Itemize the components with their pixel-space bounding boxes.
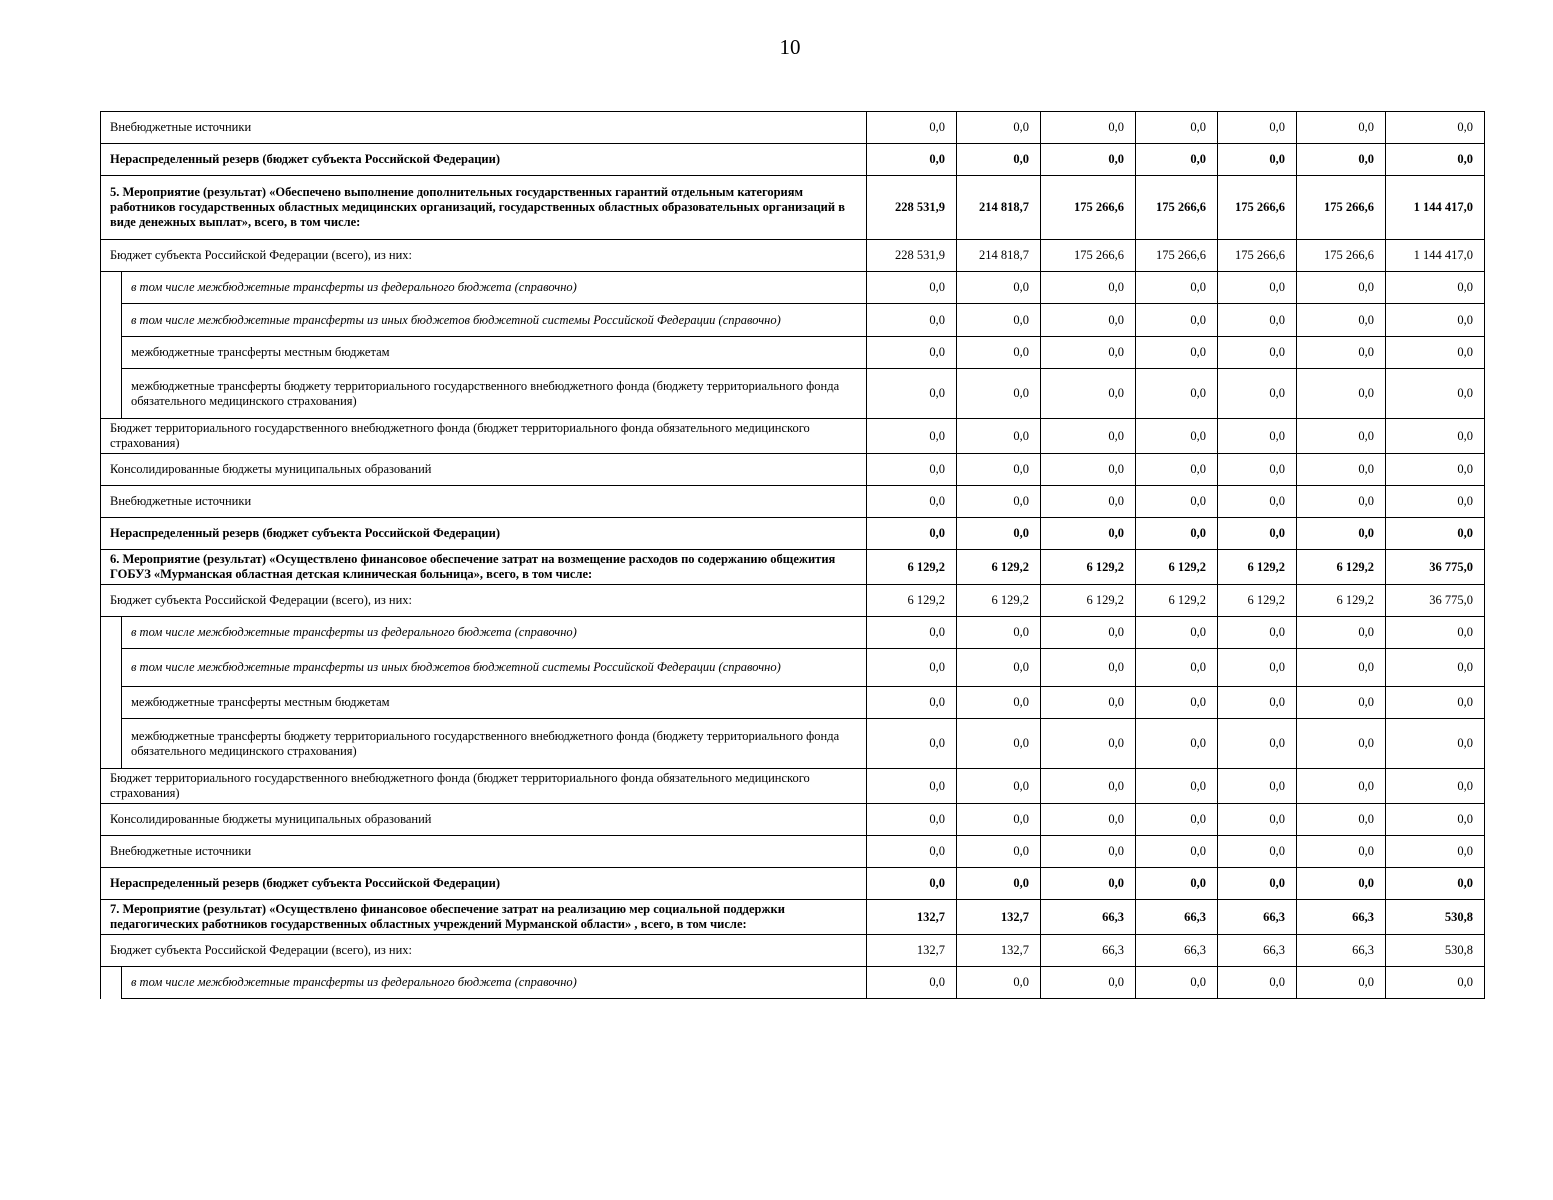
- row-label: Нераспределенный резерв (бюджет субъекта Российской Федерации): [101, 868, 867, 900]
- value-cell: 0,0: [867, 836, 957, 868]
- value-cell: 0,0: [1386, 617, 1485, 649]
- value-cell: 0,0: [867, 369, 957, 419]
- table-row: [101, 176, 1485, 240]
- value-cell: 0,0: [1218, 419, 1297, 454]
- page-number: 10: [779, 35, 801, 59]
- table-row: [101, 687, 1485, 719]
- value-cell: 0,0: [957, 144, 1041, 176]
- value-cell: 1 144 417,0: [1386, 176, 1485, 240]
- table-row: [101, 585, 1485, 617]
- table-row: [101, 337, 1485, 369]
- value-cell: 0,0: [1386, 769, 1485, 804]
- value-cell: 0,0: [1386, 967, 1485, 999]
- value-cell: 0,0: [957, 804, 1041, 836]
- value-cell: 228 531,9: [867, 176, 957, 240]
- value-cell: 36 775,0: [1386, 550, 1485, 585]
- budget-table: [100, 111, 1485, 999]
- table-row: [101, 272, 1485, 304]
- value-cell: 0,0: [1041, 836, 1136, 868]
- value-cell: 66,3: [1297, 935, 1386, 967]
- value-cell: 175 266,6: [1136, 176, 1218, 240]
- value-cell: 0,0: [1041, 144, 1136, 176]
- value-cell: 530,8: [1386, 900, 1485, 935]
- value-cell: 0,0: [1386, 486, 1485, 518]
- value-cell: 0,0: [1218, 719, 1297, 769]
- value-cell: 0,0: [957, 967, 1041, 999]
- value-cell: 0,0: [957, 649, 1041, 687]
- value-cell: 0,0: [867, 144, 957, 176]
- value-cell: 214 818,7: [957, 176, 1041, 240]
- value-cell: 0,0: [867, 687, 957, 719]
- value-cell: 0,0: [1041, 454, 1136, 486]
- value-cell: 0,0: [1297, 112, 1386, 144]
- row-label: в том числе межбюджетные трансферты из федерального бюджета (справочно): [122, 967, 867, 999]
- value-cell: 0,0: [1297, 272, 1386, 304]
- value-cell: 530,8: [1386, 935, 1485, 967]
- value-cell: 175 266,6: [1136, 240, 1218, 272]
- value-cell: 0,0: [1041, 419, 1136, 454]
- value-cell: 0,0: [867, 719, 957, 769]
- value-cell: 0,0: [1386, 369, 1485, 419]
- value-cell: 175 266,6: [1297, 176, 1386, 240]
- value-cell: 0,0: [1136, 144, 1218, 176]
- value-cell: 0,0: [1386, 649, 1485, 687]
- table-row: [101, 935, 1485, 967]
- value-cell: 214 818,7: [957, 240, 1041, 272]
- row-label: Бюджет территориального государственного внебюджетного фонда (бюджет территориального фонда обязательного медицинского страхования): [101, 419, 867, 454]
- value-cell: 175 266,6: [1297, 240, 1386, 272]
- table-row: [101, 769, 1485, 804]
- value-cell: 0,0: [1041, 518, 1136, 550]
- value-cell: 228 531,9: [867, 240, 957, 272]
- value-cell: 0,0: [1386, 144, 1485, 176]
- value-cell: 132,7: [867, 935, 957, 967]
- value-cell: 0,0: [1386, 112, 1485, 144]
- value-cell: 0,0: [1136, 272, 1218, 304]
- value-cell: 0,0: [1386, 454, 1485, 486]
- value-cell: 175 266,6: [1041, 176, 1136, 240]
- table-row: [101, 900, 1485, 935]
- value-cell: 0,0: [867, 769, 957, 804]
- row-label: Нераспределенный резерв (бюджет субъекта Российской Федерации): [101, 518, 867, 550]
- value-cell: 0,0: [957, 518, 1041, 550]
- table-row: [101, 550, 1485, 585]
- value-cell: 0,0: [1297, 836, 1386, 868]
- value-cell: 0,0: [1136, 868, 1218, 900]
- value-cell: 6 129,2: [1297, 550, 1386, 585]
- value-cell: 6 129,2: [1297, 585, 1386, 617]
- value-cell: 0,0: [1041, 769, 1136, 804]
- value-cell: 0,0: [1218, 804, 1297, 836]
- value-cell: 0,0: [1041, 868, 1136, 900]
- value-cell: 0,0: [1297, 967, 1386, 999]
- value-cell: 0,0: [1297, 144, 1386, 176]
- value-cell: 0,0: [1041, 967, 1136, 999]
- value-cell: 6 129,2: [1041, 585, 1136, 617]
- value-cell: 0,0: [1041, 272, 1136, 304]
- value-cell: 66,3: [1041, 900, 1136, 935]
- value-cell: 0,0: [1136, 687, 1218, 719]
- value-cell: 0,0: [957, 617, 1041, 649]
- value-cell: 0,0: [1136, 518, 1218, 550]
- value-cell: 6 129,2: [1041, 550, 1136, 585]
- value-cell: 36 775,0: [1386, 585, 1485, 617]
- value-cell: 0,0: [1218, 769, 1297, 804]
- value-cell: 0,0: [867, 112, 957, 144]
- indent-cell: [101, 617, 122, 769]
- value-cell: 66,3: [1136, 935, 1218, 967]
- value-cell: 0,0: [1041, 112, 1136, 144]
- table-row: [101, 304, 1485, 337]
- value-cell: 0,0: [1297, 687, 1386, 719]
- value-cell: 0,0: [1136, 369, 1218, 419]
- value-cell: 0,0: [1218, 454, 1297, 486]
- value-cell: 0,0: [1297, 454, 1386, 486]
- value-cell: 0,0: [1297, 337, 1386, 369]
- value-cell: 6 129,2: [1136, 550, 1218, 585]
- value-cell: 6 129,2: [1218, 585, 1297, 617]
- value-cell: 0,0: [867, 617, 957, 649]
- row-label: Бюджет субъекта Российской Федерации (всего), из них:: [101, 585, 867, 617]
- value-cell: 6 129,2: [957, 550, 1041, 585]
- value-cell: 0,0: [1041, 337, 1136, 369]
- value-cell: 0,0: [867, 486, 957, 518]
- table-row: [101, 868, 1485, 900]
- row-label: Бюджет субъекта Российской Федерации (всего), из них:: [101, 935, 867, 967]
- value-cell: 0,0: [957, 337, 1041, 369]
- value-cell: 0,0: [1218, 518, 1297, 550]
- row-label: 7. Мероприятие (результат) «Осуществлено финансовое обеспечение затрат на реализацию мер социальной поддержки педагогических работников государственных областных учреждений Мурманской области» , всего, в том числе:: [101, 900, 867, 935]
- value-cell: 0,0: [1386, 337, 1485, 369]
- value-cell: 0,0: [1386, 304, 1485, 337]
- value-cell: 0,0: [1297, 868, 1386, 900]
- value-cell: 0,0: [1136, 719, 1218, 769]
- table-row: [101, 144, 1485, 176]
- indent-cell: [101, 967, 122, 999]
- value-cell: 0,0: [1218, 687, 1297, 719]
- value-cell: 0,0: [867, 804, 957, 836]
- indent-cell: [101, 272, 122, 419]
- value-cell: 0,0: [957, 112, 1041, 144]
- value-cell: 0,0: [957, 868, 1041, 900]
- value-cell: 0,0: [1041, 719, 1136, 769]
- value-cell: 6 129,2: [1136, 585, 1218, 617]
- value-cell: 0,0: [1136, 112, 1218, 144]
- value-cell: 66,3: [1297, 900, 1386, 935]
- value-cell: 66,3: [1136, 900, 1218, 935]
- value-cell: 0,0: [867, 868, 957, 900]
- value-cell: 0,0: [957, 454, 1041, 486]
- value-cell: 0,0: [1136, 617, 1218, 649]
- value-cell: 0,0: [1136, 804, 1218, 836]
- value-cell: 66,3: [1218, 935, 1297, 967]
- value-cell: 0,0: [1218, 337, 1297, 369]
- value-cell: 0,0: [1386, 719, 1485, 769]
- value-cell: 0,0: [1136, 419, 1218, 454]
- value-cell: 0,0: [1218, 967, 1297, 999]
- value-cell: 0,0: [1136, 967, 1218, 999]
- value-cell: 6 129,2: [957, 585, 1041, 617]
- table-row: [101, 617, 1485, 649]
- table-row: [101, 649, 1485, 687]
- row-label: в том числе межбюджетные трансферты из федерального бюджета (справочно): [122, 272, 867, 304]
- value-cell: 175 266,6: [1218, 240, 1297, 272]
- row-label: Бюджет территориального государственного внебюджетного фонда (бюджет территориального фонда обязательного медицинского страхования): [101, 769, 867, 804]
- table-row: [101, 454, 1485, 486]
- value-cell: 6 129,2: [867, 550, 957, 585]
- row-label: Внебюджетные источники: [101, 836, 867, 868]
- row-label: 5. Мероприятие (результат) «Обеспечено выполнение дополнительных государственных гарантий отдельным категориям работников государственных областных медицинских организаций, государственных областных образовательных организаций в виде денежных выплат», всего, в том числе:: [101, 176, 867, 240]
- value-cell: 0,0: [1218, 112, 1297, 144]
- value-cell: 0,0: [1218, 272, 1297, 304]
- value-cell: 0,0: [1386, 868, 1485, 900]
- value-cell: 0,0: [1386, 419, 1485, 454]
- value-cell: 0,0: [1386, 272, 1485, 304]
- value-cell: 0,0: [867, 967, 957, 999]
- row-label: 6. Мероприятие (результат) «Осуществлено финансовое обеспечение затрат на возмещение расходов по содержанию общежития ГОБУЗ «Мурманская областная детская клиническая больница», всего, в том числе:: [101, 550, 867, 585]
- value-cell: 132,7: [957, 935, 1041, 967]
- value-cell: 0,0: [1218, 369, 1297, 419]
- value-cell: 175 266,6: [1218, 176, 1297, 240]
- row-label: Внебюджетные источники: [101, 486, 867, 518]
- value-cell: 0,0: [957, 719, 1041, 769]
- value-cell: 0,0: [957, 486, 1041, 518]
- row-label: Бюджет субъекта Российской Федерации (всего), из них:: [101, 240, 867, 272]
- value-cell: 0,0: [1218, 868, 1297, 900]
- value-cell: 0,0: [867, 518, 957, 550]
- row-label: Консолидированные бюджеты муниципальных образований: [101, 804, 867, 836]
- value-cell: 0,0: [1297, 518, 1386, 550]
- table-row: [101, 369, 1485, 419]
- row-label: Внебюджетные источники: [101, 112, 867, 144]
- value-cell: 0,0: [957, 687, 1041, 719]
- value-cell: 0,0: [867, 272, 957, 304]
- value-cell: 1 144 417,0: [1386, 240, 1485, 272]
- value-cell: 175 266,6: [1041, 240, 1136, 272]
- value-cell: 0,0: [1386, 804, 1485, 836]
- value-cell: 0,0: [1297, 486, 1386, 518]
- row-label: межбюджетные трансферты бюджету территориального государственного внебюджетного фонда (бюджету территориального фонда обязательного медицинского страхования): [122, 369, 867, 419]
- value-cell: 0,0: [1041, 486, 1136, 518]
- table-row: [101, 719, 1485, 769]
- value-cell: 0,0: [1136, 649, 1218, 687]
- value-cell: 0,0: [1136, 337, 1218, 369]
- value-cell: 0,0: [1297, 419, 1386, 454]
- value-cell: 0,0: [957, 369, 1041, 419]
- table-row: [101, 518, 1485, 550]
- value-cell: 0,0: [1136, 454, 1218, 486]
- value-cell: 0,0: [1041, 617, 1136, 649]
- value-cell: 6 129,2: [1218, 550, 1297, 585]
- table-row: [101, 419, 1485, 454]
- value-cell: 0,0: [867, 419, 957, 454]
- table-row: [101, 967, 1485, 999]
- value-cell: 0,0: [867, 304, 957, 337]
- value-cell: 0,0: [1386, 518, 1485, 550]
- value-cell: 0,0: [1136, 304, 1218, 337]
- value-cell: 0,0: [957, 419, 1041, 454]
- value-cell: 0,0: [1297, 369, 1386, 419]
- value-cell: 0,0: [957, 836, 1041, 868]
- value-cell: 0,0: [867, 454, 957, 486]
- value-cell: 0,0: [1136, 769, 1218, 804]
- value-cell: 6 129,2: [867, 585, 957, 617]
- value-cell: 0,0: [1218, 649, 1297, 687]
- value-cell: 0,0: [1218, 617, 1297, 649]
- value-cell: 0,0: [1297, 719, 1386, 769]
- value-cell: 0,0: [1041, 649, 1136, 687]
- value-cell: 132,7: [957, 900, 1041, 935]
- value-cell: 0,0: [1218, 486, 1297, 518]
- row-label: межбюджетные трансферты местным бюджетам: [122, 687, 867, 719]
- value-cell: 0,0: [1136, 486, 1218, 518]
- value-cell: 0,0: [1218, 836, 1297, 868]
- row-label: в том числе межбюджетные трансферты из федерального бюджета (справочно): [122, 617, 867, 649]
- value-cell: 0,0: [957, 769, 1041, 804]
- row-label: в том числе межбюджетные трансферты из иных бюджетов бюджетной системы Российской Федерации (справочно): [122, 649, 867, 687]
- value-cell: 132,7: [867, 900, 957, 935]
- value-cell: 0,0: [867, 649, 957, 687]
- value-cell: 0,0: [1386, 836, 1485, 868]
- row-label: Консолидированные бюджеты муниципальных образований: [101, 454, 867, 486]
- value-cell: 0,0: [1218, 304, 1297, 337]
- value-cell: 66,3: [1041, 935, 1136, 967]
- row-label: Нераспределенный резерв (бюджет субъекта Российской Федерации): [101, 144, 867, 176]
- table-row: [101, 486, 1485, 518]
- row-label: в том числе межбюджетные трансферты из иных бюджетов бюджетной системы Российской Федерации (справочно): [122, 304, 867, 337]
- value-cell: 0,0: [1297, 617, 1386, 649]
- value-cell: 0,0: [1297, 804, 1386, 836]
- value-cell: 0,0: [1041, 304, 1136, 337]
- row-label: межбюджетные трансферты местным бюджетам: [122, 337, 867, 369]
- row-label: межбюджетные трансферты бюджету территориального государственного внебюджетного фонда (бюджету территориального фонда обязательного медицинского страхования): [122, 719, 867, 769]
- value-cell: 0,0: [1041, 804, 1136, 836]
- value-cell: 0,0: [867, 337, 957, 369]
- value-cell: 0,0: [1386, 687, 1485, 719]
- value-cell: 0,0: [1218, 144, 1297, 176]
- value-cell: 0,0: [1136, 836, 1218, 868]
- table-row: [101, 112, 1485, 144]
- value-cell: 0,0: [1297, 649, 1386, 687]
- value-cell: 0,0: [1041, 687, 1136, 719]
- value-cell: 0,0: [957, 272, 1041, 304]
- table-row: [101, 804, 1485, 836]
- value-cell: 0,0: [957, 304, 1041, 337]
- value-cell: 0,0: [1297, 769, 1386, 804]
- value-cell: 0,0: [1297, 304, 1386, 337]
- table-row: [101, 240, 1485, 272]
- value-cell: 0,0: [1041, 369, 1136, 419]
- table-row: [101, 836, 1485, 868]
- value-cell: 66,3: [1218, 900, 1297, 935]
